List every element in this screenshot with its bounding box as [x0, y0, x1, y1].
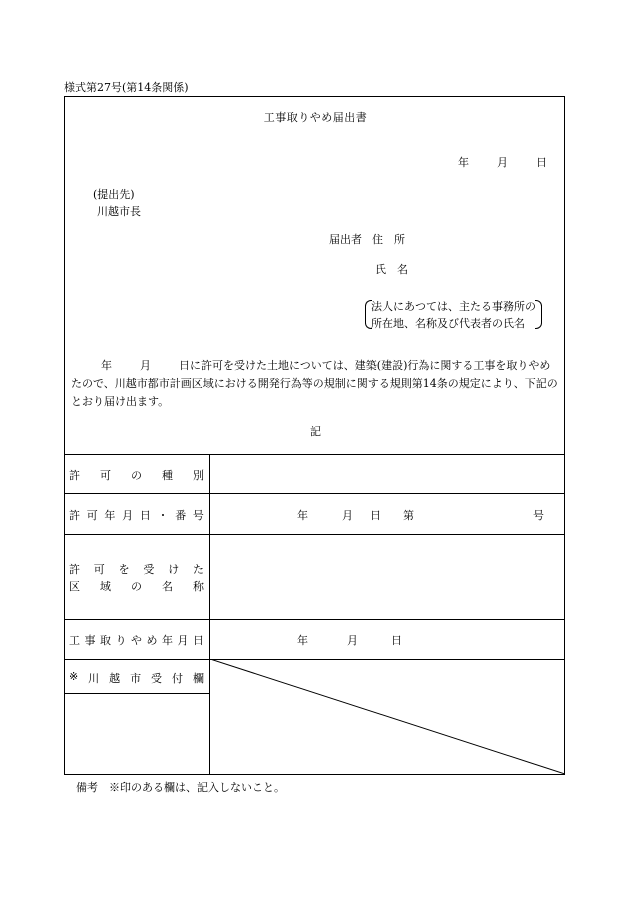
label-char: 越: [109, 672, 121, 685]
label-permitted-area-a: [69, 561, 204, 577]
label-char: 別: [193, 469, 204, 482]
row-divider-3: [65, 619, 564, 620]
label-char: 許: [69, 563, 80, 576]
label-char: め: [146, 634, 158, 647]
cancel-day: 日: [391, 634, 402, 647]
form-frame: [64, 96, 565, 775]
reception-divider: [65, 693, 210, 694]
label-char: を: [118, 563, 130, 576]
label-char: 年: [162, 634, 173, 647]
applicant-name-label: 氏 名: [375, 263, 408, 276]
label-char: や: [131, 634, 142, 647]
date-day: 日: [536, 156, 547, 169]
form-number: 様式第27号(第14条関係): [64, 81, 189, 94]
label-char: 受: [143, 563, 155, 576]
label-char: 可: [93, 563, 105, 576]
label-char: 番: [175, 509, 187, 522]
label-char: 工: [69, 634, 80, 647]
label-char: 日: [193, 634, 204, 647]
corporate-note-line2: 所在地、名称及び代表者の氏名: [371, 317, 525, 330]
label-char: た: [192, 563, 204, 576]
label-char: の: [131, 580, 142, 593]
label-char: 種: [162, 469, 173, 482]
label-char: の: [131, 469, 142, 482]
submission-date: [458, 154, 547, 170]
right-bracket: [535, 300, 542, 329]
date-month: 月: [497, 156, 508, 169]
label-reception: [69, 670, 204, 686]
date-year: 年: [458, 156, 469, 169]
applicant-address: [329, 231, 405, 247]
label-char: 許: [69, 469, 80, 482]
row-divider-1: [65, 493, 564, 494]
label-permit-type: [69, 467, 204, 483]
recipient-label: (提出先): [93, 188, 135, 201]
permit-dai: 第: [403, 509, 414, 522]
label-char: 事: [84, 634, 96, 647]
label-char: 可: [100, 469, 111, 482]
notification-body: [71, 357, 561, 411]
label-char: 区: [69, 580, 80, 593]
label-char: り: [115, 634, 127, 647]
cancel-month: 月: [347, 634, 358, 647]
label-char: 許: [69, 509, 80, 522]
diagonal-strike: [210, 659, 565, 775]
ki-heading: 記: [310, 425, 321, 438]
label-char: 欄: [192, 672, 204, 685]
label-char: 域: [100, 580, 111, 593]
label-char: ・: [157, 509, 169, 522]
label-char: 川: [88, 672, 100, 685]
label-cancel-date: [69, 632, 204, 648]
row-divider-2: [65, 534, 564, 535]
label-char: 月: [122, 509, 134, 522]
label-char: 称: [193, 580, 204, 593]
label-char: け: [168, 563, 180, 576]
permit-year: 年: [297, 509, 308, 522]
table-top-line: [65, 454, 564, 455]
label-char: 取: [100, 634, 111, 647]
remarks: 備考 ※印のある欄は、記入しないこと。: [76, 781, 285, 794]
permit-day: 日: [370, 509, 381, 522]
cancel-year: 年: [297, 634, 308, 647]
left-bracket: [365, 300, 372, 329]
label-permitted-area-b: [69, 578, 204, 594]
corporate-note: [371, 298, 536, 332]
corporate-note-line1: 法人にあつては、主たる事務所の: [371, 300, 536, 313]
label-char: 年: [104, 509, 116, 522]
label-permit-date-number: [69, 507, 204, 523]
applicant-prefix: 届出者: [329, 233, 362, 246]
permit-month: 月: [342, 509, 353, 522]
label-char: 付: [171, 672, 183, 685]
label-char: 名: [162, 580, 173, 593]
label-char: 可: [86, 509, 98, 522]
form-title: 工事取りやめ届出書: [263, 111, 368, 124]
body-year: 年: [101, 359, 112, 372]
permit-go: 号: [533, 509, 544, 522]
label-char: 市: [130, 672, 142, 685]
label-char: 月: [177, 634, 189, 647]
body-text: 日に許可を受けた土地については、建築(建設)行為に関する工事を取りやめたので、川越市都市計画区域における開発行為等の規制に関する規則第14条の規定により、下記のとおり届け出ます。: [71, 359, 558, 408]
label-char: 日: [139, 509, 151, 522]
body-month: 月: [140, 359, 151, 372]
label-char: 受: [151, 672, 163, 685]
label-char: 号: [192, 509, 204, 522]
label-char: ※: [69, 670, 79, 683]
recipient-name: 川越市長: [97, 205, 141, 218]
address-label: 住 所: [372, 233, 405, 246]
